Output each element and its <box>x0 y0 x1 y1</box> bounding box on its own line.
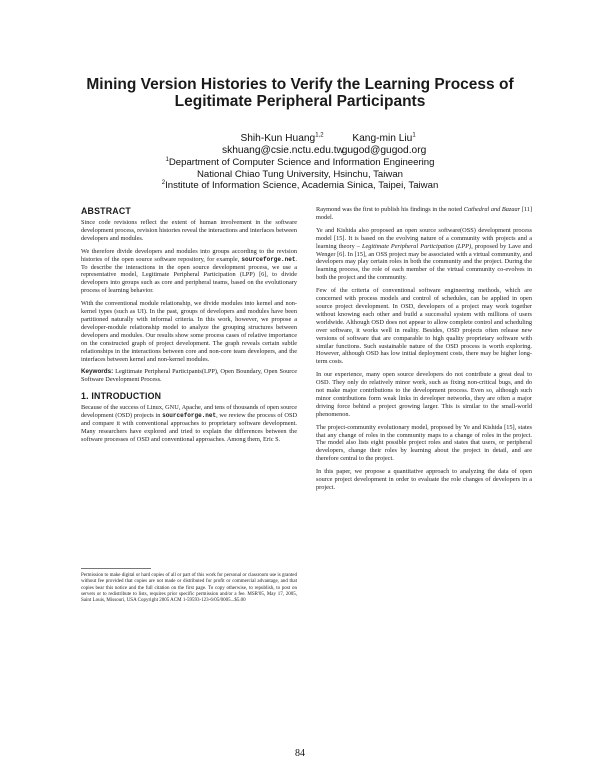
author-2 <box>334 133 434 157</box>
right-p2-italic: Legitimate Peripheral Participation (LPP) <box>361 242 472 250</box>
right-p2-text-b: , proposed by Lave and Wenger [6]. In [15], an OSS project may be associated with a virtual community, and developers may play certain roles in both the community and the project. During the learning process, the role of each member of the virtual community co-evolves in both the project and the community. <box>316 242 532 282</box>
right-p1-text-a: Raymond was the first to publish his findings in the noted <box>316 206 464 213</box>
abstract-p2-text-a: We therefore divide developers and modules into groups according to the revision histories of the open source software repository, for example, <box>81 247 297 263</box>
intro-p1-code: sourceforge.net <box>162 412 217 420</box>
author-1-name: Shih-Kun Huang <box>240 133 316 144</box>
right-paragraph-6: In this paper, we propose a quantitative approach to analyzing the data of open source project development in order to evaluate the role changes of developers in a project. <box>316 468 532 491</box>
affiliation-2: Institute of Information Science, Academia Sinica, Taipei, Taiwan <box>165 180 439 191</box>
abstract-p2-code: sourceforge.net <box>241 255 296 263</box>
affiliation-1b: National Chiao Tung University, Hsinchu, Taiwan <box>196 168 403 180</box>
introduction-heading: 1. INTRODUCTION <box>81 391 162 402</box>
affiliation-1: Department of Computer Science and Information Engineering <box>168 157 435 168</box>
right-paragraph-2 <box>316 227 532 282</box>
author-2-email: gugod@gugod.org <box>341 145 427 156</box>
keywords-text: Legitimate Peripheral Participants(LPP), Open Boundary, Open Source Software Development Process. <box>81 368 297 384</box>
author-1-email: skhuang@csie.nctu.edu.tw <box>222 145 344 156</box>
right-p1-text-b: [11] model. <box>316 206 532 221</box>
keywords-label: Keywords: <box>81 368 114 376</box>
right-paragraph-4: In our experience, many open source developers do not contribute a great deal to OSD. They only do relatively minor work, such as fixing non-critical bugs, and do not make major contributions to the development process. Even so, although such minor contributions form weak links in developer networks, they are often a major driving force behind a project growing larger. This is similar to the small-world phenomenon. <box>316 371 532 418</box>
right-paragraph-5: The project-community evolutionary model, proposed by Ye and Kishida [15], states that any change of roles in the community maps to a change of roles in the project. The model also lists eight possible project roles and states that users, or peripheral developers, change their roles by learning about the project in detail, and are therefore central to the project. <box>316 423 532 463</box>
right-paragraph-1 <box>316 206 532 222</box>
introduction-paragraph-1 <box>81 404 297 444</box>
left-column <box>81 206 297 449</box>
author-1 <box>222 133 342 157</box>
abstract-heading: ABSTRACT <box>81 206 131 216</box>
affiliations <box>60 157 540 192</box>
author-2-name: Kang-min Liu <box>352 133 413 144</box>
abstract-p2-text-b: . To describe the interactions in the open source development process, we use a representative model, Legitimate Peripheral Participation (LPP) [6], to divide developers into groups such as core and peripheral teams, based on the evolutionary process of learning behavior. <box>81 255 297 295</box>
abstract-paragraph-3: With the conventional module relationship, we divide modules into kernel and non-kernel types (such as UI). In the past, groups of developers and modules have been partitioned naturally with informal criteria. In this work, however, we propose a developer-module relationship model to analyze the grouping structures between developers and modules. Our results show some process cases of relative importance on the constructed graph of project development. The graph reveals certain subtle relationships in the interactions between core and non-core team developers, and the interfaces between kernel and non-kernel modules. <box>81 300 297 363</box>
right-column <box>316 206 532 497</box>
author-2-sup: 1 <box>412 132 416 139</box>
abstract-paragraph-1: Since code revisions reflect the extent of human involvement in the software development process, revision histories reveal the interactions and interfaces between developers and modules. <box>81 219 297 242</box>
affiliation-1-sup: 1 <box>165 156 169 163</box>
abstract-paragraph-2 <box>81 248 297 295</box>
keywords <box>81 368 297 384</box>
intro-p1-text-b: , we review the process of OSD and compare it with conventional approaches to proprietary software development. Many researchers have explored and tried to explain the differences between the software processes of OSD and conventional approaches. Among them, Eric S. <box>81 412 297 443</box>
permission-notice: Permission to make digital or hard copies of all or part of this work for personal or classroom use is granted without fee provided that copies are not made or distributed for profit or commercial advantage, and that copies bear this notice and the full citation on the first page. To copy otherwise, to republish, to post on servers or to redistribute to lists, requires prior specific permission and/or a fee. MSR'05, May 17, 2005, Saint Louis, Missouri, USA Copyright 2005 ACM 1-59593-123-6/05/0005...$5.00 <box>81 573 297 604</box>
author-1-sup: 1,2 <box>315 132 324 139</box>
affiliation-2-sup: 2 <box>161 179 166 186</box>
right-paragraph-3: Few of the criteria of conventional software engineering methods, which are concerned with process models and control of schedules, can be applied in open source project development. In OSD, developers of a project may work together without knowing each other and build a successful system with millions of users worldwide. Although OSD does not appear to allow complete control and scheduling over software, it works well in reality. Besides, OSD projects often release new versions of software that are comparable to high quality proprietary software with similar functions. Such sustainable nature of the OSD process is worth exploring. However, although OSD has low initial deployment costs, there may be higher long-term costs. <box>316 287 532 366</box>
right-p1-italic: Cathedral and Bazaar <box>463 206 521 213</box>
page-number: 84 <box>295 748 305 759</box>
intro-p1-text-a: Because of the success of Linux, GNU, Apache, and tens of thousands of open source development (OSD) projects in <box>81 404 297 420</box>
paper-title: Mining Version Histories to Verify the Learning Process of Legitimate Peripheral Participants <box>86 76 514 110</box>
footnote-rule <box>81 568 151 569</box>
right-p2-text-a: Ye and Kishida also proposed an open source software(OSS) development process model [15]. It is based on the evolving nature of a community with projects and a learning theory – <box>316 226 532 250</box>
